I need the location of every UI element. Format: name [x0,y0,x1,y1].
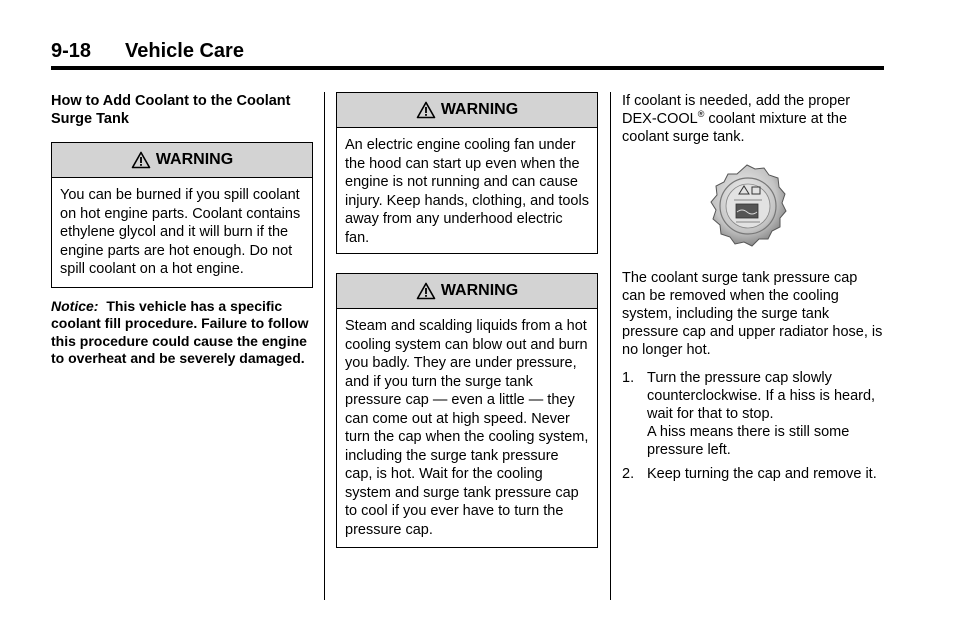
step-number: 2. [622,466,635,482]
intro-text-cont: coolant mixture at the coolant surge tank. [622,111,848,145]
warning-triangle-icon [131,151,151,169]
notice-text: This vehicle has a specific coolant fill procedure. Failure to follow this procedure could cause the engine to overheat and be severely damaged. [51,297,309,367]
registered-mark: ® [697,109,705,120]
column-divider [610,92,611,600]
warning-label: WARNING [440,101,519,118]
warning-text: You can be burned if you spill coolant on hot engine parts. Coolant contains ethylene glycol and it will burn if the engine parts are hot enough. Do not spill coolant on a hot engine. [60,187,301,277]
step-text: Keep turning the cap and remove it. [647,466,877,482]
notice-paragraph [51,298,313,368]
warning-header [52,143,312,178]
warning-label: WARNING [155,151,234,168]
list-item [622,369,884,459]
column-left [51,92,313,368]
cap-removal-paragraph: The coolant surge tank pressure cap can be removed when the cooling system, including the surge tank pressure cap and upper radiator hose, is no longer hot. [622,270,883,358]
intro-paragraph [622,92,884,146]
page-number: 9-18 [51,40,92,62]
column-middle [336,92,598,548]
pressure-cap-icon [706,162,788,254]
warning-box [336,273,598,548]
warning-triangle-icon [416,101,436,119]
warning-header [337,274,597,309]
warning-box [51,142,313,288]
warning-label: WARNING [440,282,519,299]
notice-label: Notice: [51,297,99,314]
warning-text: An electric engine cooling fan under the hood can start up even when the engine is not running and can cause injury. Keep hands, clothing, and tools away from any underhood electric fan. [345,137,589,246]
warning-box [336,92,598,254]
warning-header [337,93,597,128]
step-subtext: A hiss means there is still some pressure left. [647,424,850,458]
column-right [622,92,884,489]
warning-text: Steam and scalding liquids from a hot cooling system can blow out and burn you badly. They are under pressure, and if you turn the surge tank pressure cap — even a little — they can come out at high speed. Never turn the cap when the cooling system, including the surge tank pressure cap, is hot. Wait for the cooling system and surge tank pressure cap to cool if you ever have to turn the pressure cap. [345,318,589,538]
section-heading: How to Add Coolant to the Coolant Surge Tank [51,93,291,127]
list-item [622,465,884,483]
step-number: 1. [622,370,635,386]
page-header [51,38,884,70]
step-text: Turn the pressure cap slowly counterclockwise. If a hiss is heard, wait for that to stop. [647,370,876,422]
warning-triangle-icon [416,282,436,300]
steps-list [622,369,884,483]
section-title: Vehicle Care [125,40,244,62]
column-divider [324,92,325,600]
intro-text: If coolant is needed, add the proper DEX-COOL [622,93,851,127]
